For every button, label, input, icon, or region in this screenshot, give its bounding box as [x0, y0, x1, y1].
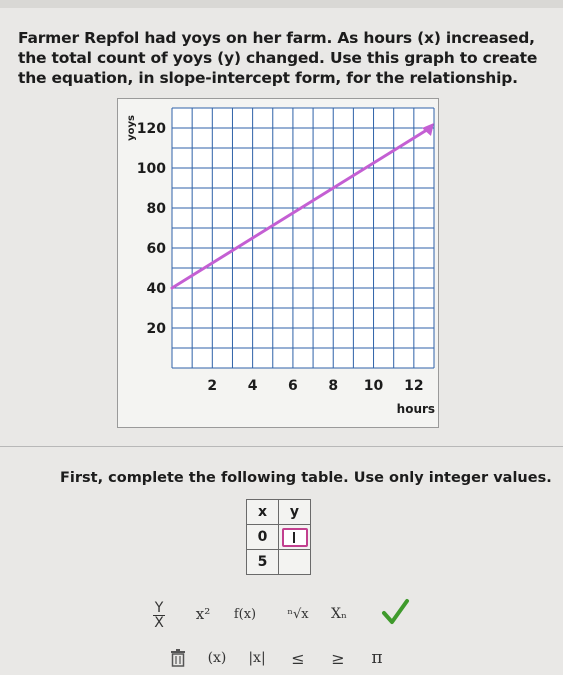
row1-y-cell[interactable] [279, 525, 311, 550]
x-tick-label: 2 [207, 378, 218, 394]
x-tick-label: 4 [247, 378, 258, 394]
chart [117, 98, 439, 428]
header-x: x [247, 500, 279, 525]
fraction-numerator: Y [154, 599, 164, 616]
y-tick-label: 120 [136, 121, 166, 137]
y-tick-label: 60 [146, 241, 166, 257]
section-divider [0, 446, 563, 447]
delete-button[interactable] [165, 645, 191, 671]
row1-x-cell: 0 [247, 525, 279, 550]
greater-equal-button[interactable]: ≥ [331, 648, 345, 668]
y-axis-label: yoys [126, 115, 137, 141]
x-tick-label: 10 [363, 378, 384, 394]
header-y: y [279, 500, 311, 525]
nth-root-button[interactable]: ⁿ√x [287, 606, 309, 622]
xy-table [246, 499, 311, 575]
row1-y-input[interactable] [282, 528, 308, 547]
absolute-value-button[interactable]: |x| [248, 650, 266, 666]
top-strip [0, 0, 563, 8]
x-tick-label: 6 [288, 378, 298, 394]
y-tick-label: 80 [146, 201, 166, 217]
trash-icon [170, 649, 186, 667]
subscript-button[interactable]: Xₙ [330, 606, 348, 622]
check-button[interactable] [378, 594, 412, 630]
function-button[interactable]: f(x) [233, 606, 257, 622]
parentheses-button[interactable]: (x) [207, 650, 227, 666]
x-tick-label: 12 [404, 378, 424, 394]
text-cursor [293, 532, 295, 543]
x-tick-label: 8 [328, 378, 339, 394]
exponent-button[interactable]: x² [195, 605, 211, 623]
y-tick-label: 20 [146, 321, 166, 337]
problem-prompt: Farmer Repfol had yoys on her farm. As hours (x) increased, the total count of yoys (y) changed. Use this graph to create the equation, in slope-intercept form, for the relationship. [18, 29, 538, 87]
y-tick-label: 40 [146, 281, 166, 297]
less-equal-button[interactable]: ≤ [291, 648, 305, 668]
fraction-button[interactable] [144, 597, 174, 633]
row2-y-input[interactable] [279, 550, 311, 575]
checkmark-icon [380, 597, 410, 627]
row2-x-cell: 5 [247, 550, 279, 575]
y-tick-label: 100 [136, 161, 166, 177]
plot-area [172, 108, 434, 368]
fraction-denominator: X [154, 614, 164, 631]
table-instruction: First, complete the following table. Use only integer values. [60, 470, 552, 486]
pi-button[interactable]: π [371, 648, 383, 668]
x-axis-label: hours [396, 402, 436, 416]
